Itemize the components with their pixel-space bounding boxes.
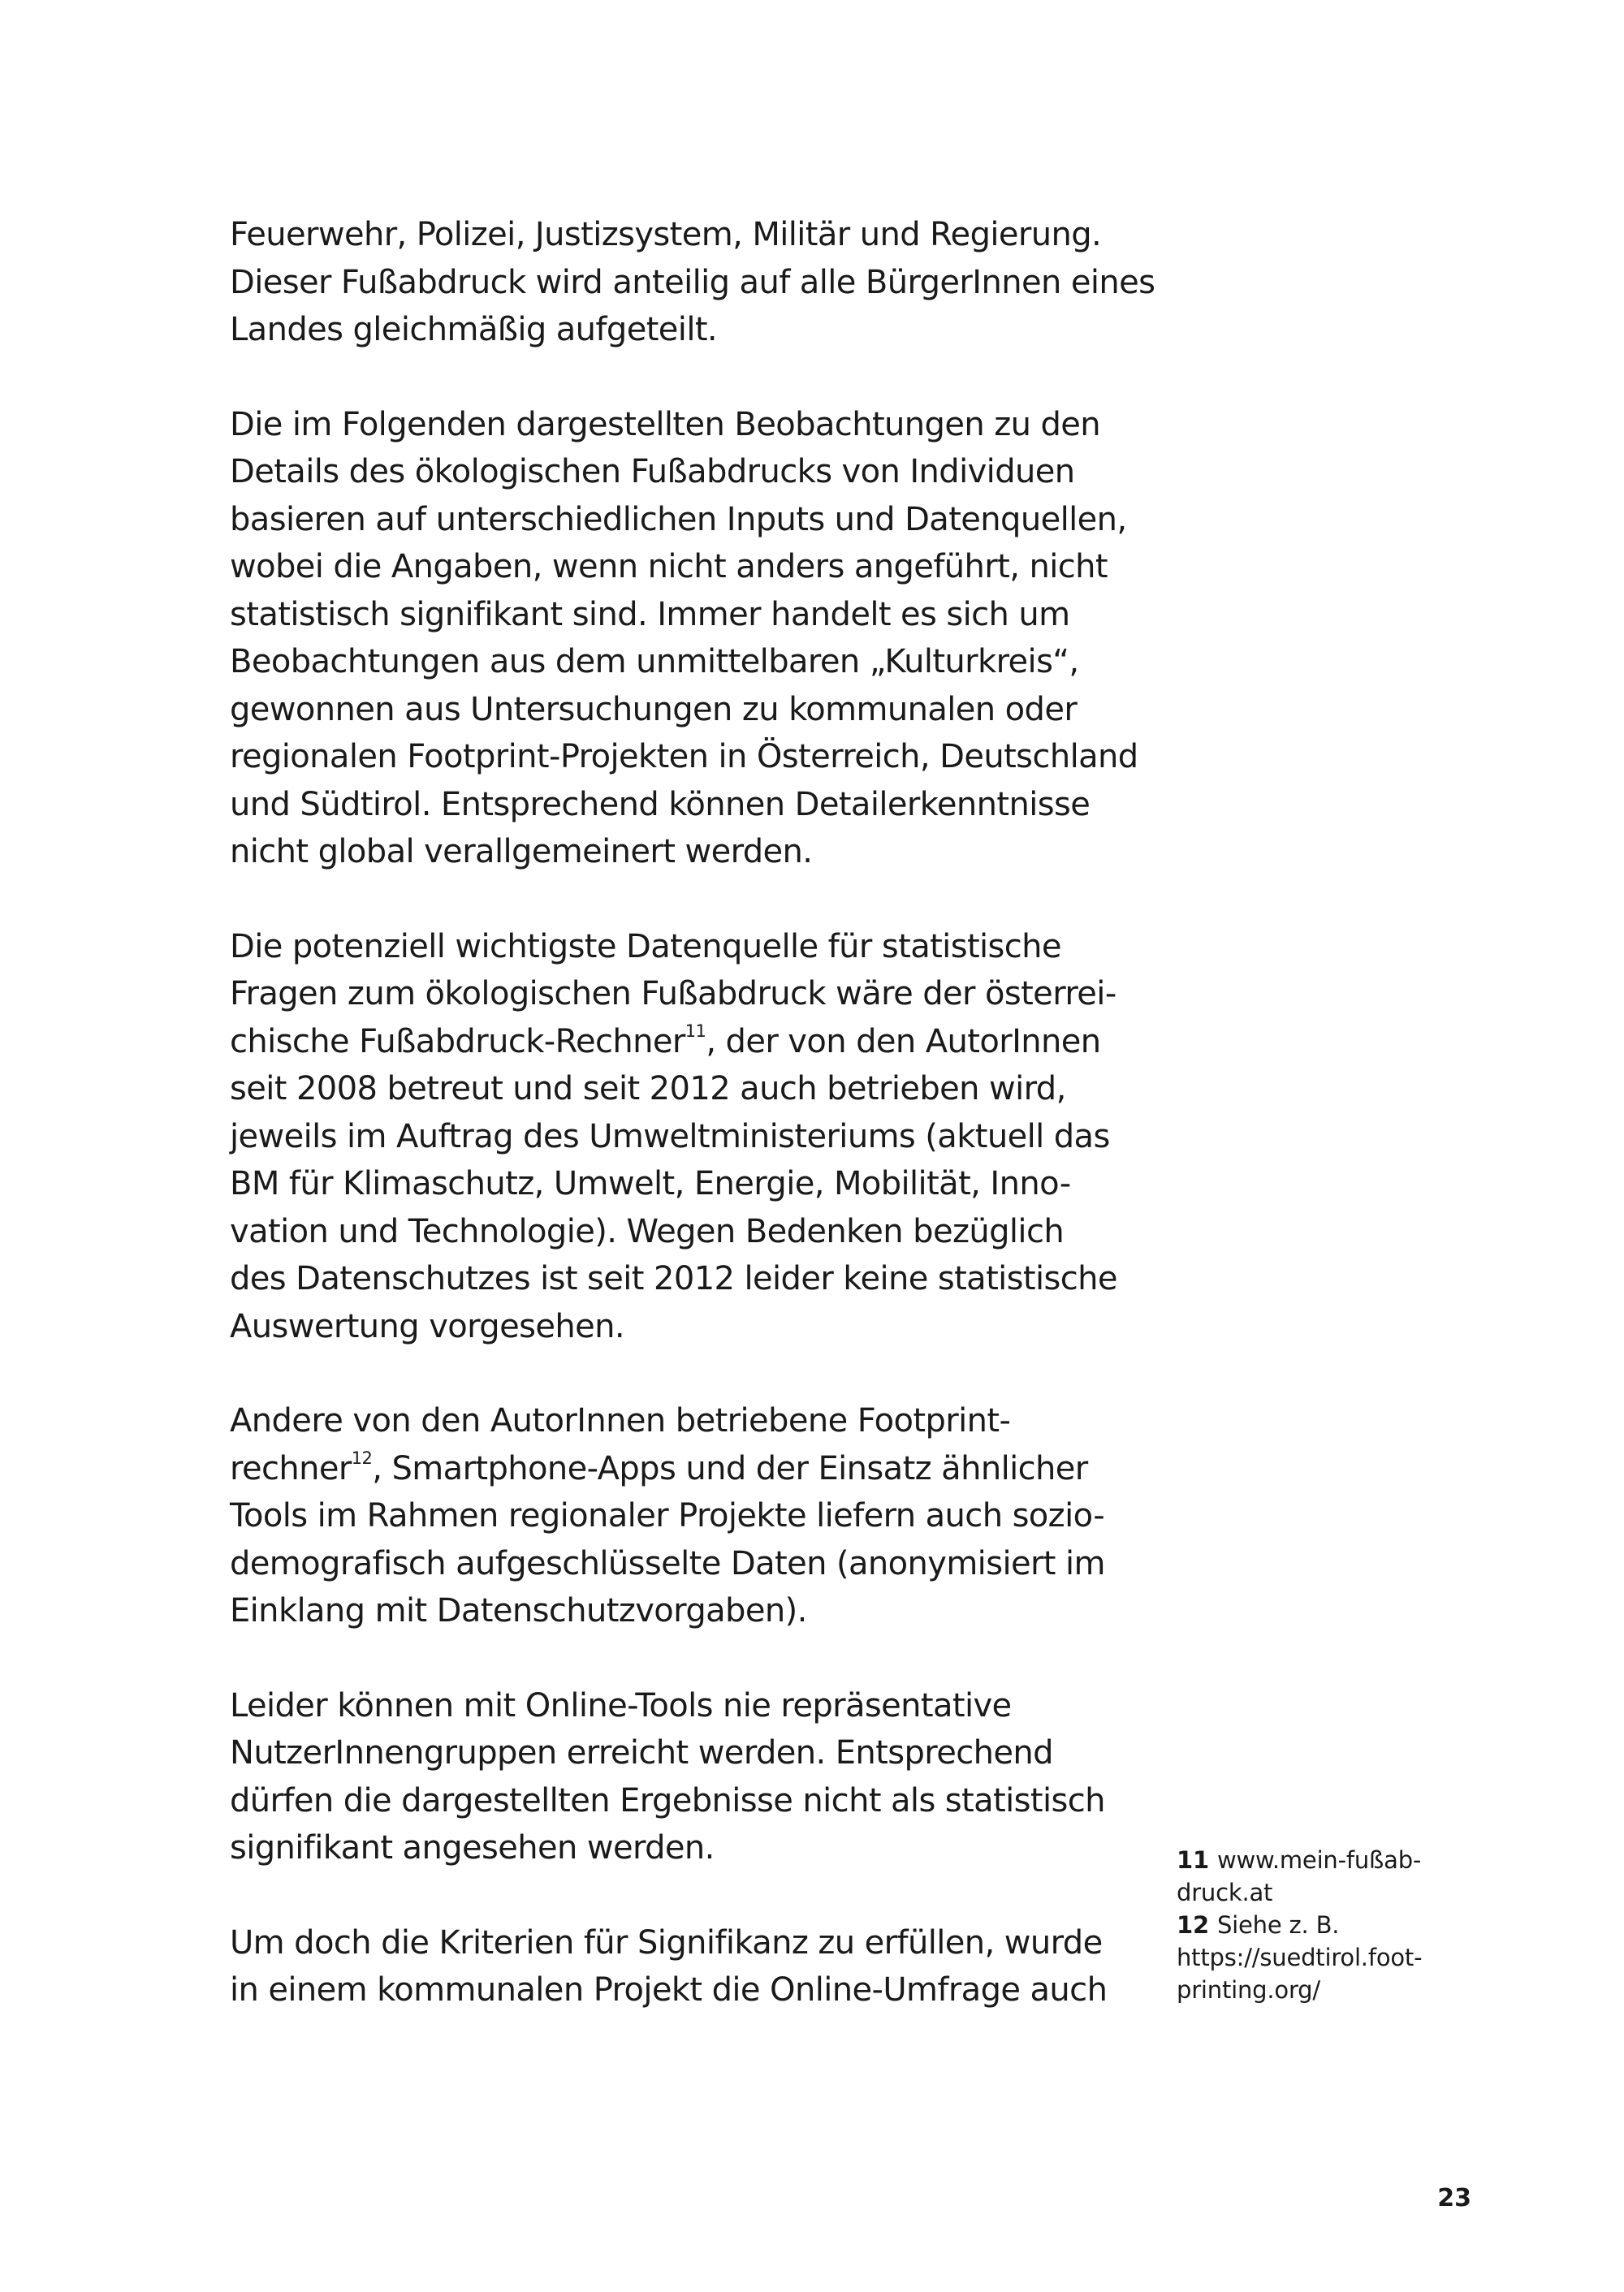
paragraph-1: [230, 211, 1164, 354]
footnote-link-text[interactable]: druck.at: [1177, 1879, 1273, 1906]
text-segment: , Smartphone-Apps und der Einsatz ähnlicher: [372, 1449, 1088, 1487]
text-line: statistisch signifikant sind. Immer handelt es sich um: [230, 595, 1070, 633]
footnote-number: 11: [1177, 1846, 1209, 1874]
text-line: BM für Klimaschutz, Umwelt, Energie, Mobilität, Inno-: [230, 1165, 1071, 1202]
paragraph-2: [230, 401, 1164, 876]
text-line: Landes gleichmäßig aufgeteilt.: [230, 311, 718, 348]
text-line-with-footnote-ref: [230, 1018, 1164, 1066]
text-line: des Datenschutzes ist seit 2012 leider keine statistische: [230, 1260, 1117, 1297]
paragraph-5: [230, 1682, 1164, 1872]
text-line: Einklang mit Datenschutzvorgaben).: [230, 1592, 807, 1629]
text-line: Auswertung vorgesehen.: [230, 1307, 624, 1345]
text-line: gewonnen aus Untersuchungen zu kommunalen oder: [230, 690, 1078, 728]
footnote-ref-11: 11: [685, 1021, 706, 1041]
footnote-ref-12: 12: [351, 1448, 373, 1468]
text-line: Leider können mit Online-Tools nie repräsentative: [230, 1686, 1012, 1724]
text-line: Fragen zum ökologischen Fußabdruck wäre der österrei-: [230, 975, 1116, 1012]
footnote-12: [1177, 1909, 1445, 2006]
text-line: Um doch die Kriterien für Signifikanz zu erfüllen, wurde: [230, 1923, 1103, 1962]
text-line: regionalen Footprint-Projekten in Österreich, Deutschland: [230, 738, 1138, 775]
text-line: signifikant angesehen werden.: [230, 1829, 715, 1867]
paragraph-3: [230, 923, 1164, 1351]
page-number: 23: [1437, 2184, 1471, 2212]
text-line: Die potenziell wichtigste Datenquelle für statistische: [230, 927, 1061, 965]
text-line: Details des ökologischen Fußabdrucks von Individuen: [230, 453, 1075, 490]
text-line: demografisch aufgeschlüsselte Daten (anonymisiert im: [230, 1544, 1105, 1582]
text-line: und Südtirol. Entsprechend können Detailerkenntnisse: [230, 785, 1091, 823]
text-line: vation und Technologie). Wegen Bedenken bezüglich: [230, 1212, 1065, 1250]
text-line: nicht global verallgemeinert werden.: [230, 833, 813, 870]
text-line: Feuerwehr, Polizei, Justizsystem, Militär und Regierung.: [230, 216, 1102, 253]
footnote-text: Siehe z. B.: [1216, 1911, 1340, 1939]
text-line: Die im Folgenden dargestellten Beobachtungen zu den: [230, 405, 1101, 443]
text-line: Andere von den AutorInnen betriebene Footprint-: [230, 1402, 1011, 1440]
text-line: seit 2008 betreut und seit 2012 auch betrieben wird,: [230, 1070, 1066, 1107]
text-line: in einem kommunalen Projekt die Online-Umfrage auch: [230, 1971, 1108, 2009]
footnote-11: [1177, 1844, 1445, 1909]
footnotes: [1177, 1844, 1445, 2006]
text-line: NutzerInnengruppen erreicht werden. Entsprechend: [230, 1734, 1053, 1772]
text-segment: chische Fußabdruck-Rechner: [230, 1022, 685, 1060]
footnote-link-text[interactable]: https://suedtirol.foot-: [1177, 1944, 1423, 1971]
footnote-link-text[interactable]: printing.org/: [1177, 1976, 1320, 2004]
text-segment: rechner: [230, 1449, 352, 1487]
text-line: wobei die Angaben, wenn nicht anders angeführt, nicht: [230, 548, 1108, 585]
text-line-with-footnote-ref: [230, 1445, 1164, 1493]
text-line: jeweils im Auftrag des Umweltministeriums (aktuell das: [230, 1117, 1110, 1155]
main-text: [230, 211, 1164, 2061]
paragraph-4: [230, 1397, 1164, 1635]
footnote-link-text[interactable]: www.mein-fußab-: [1216, 1846, 1422, 1874]
footnote-number: 12: [1177, 1911, 1209, 1939]
text-line: Dieser Fußabdruck wird anteilig auf alle BürgerInnen eines: [230, 263, 1155, 301]
text-line: Beobachtungen aus dem unmittelbaren „Kulturkreis“,: [230, 643, 1079, 680]
text-line: basieren auf unterschiedlichen Inputs und Datenquellen,: [230, 500, 1127, 538]
text-segment: , der von den AutorInnen: [706, 1022, 1101, 1060]
text-line: dürfen die dargestellten Ergebnisse nicht als statistisch: [230, 1781, 1105, 1819]
paragraph-6: [230, 1919, 1164, 2014]
text-line: Tools im Rahmen regionaler Projekte liefern auch sozio-: [230, 1497, 1105, 1534]
